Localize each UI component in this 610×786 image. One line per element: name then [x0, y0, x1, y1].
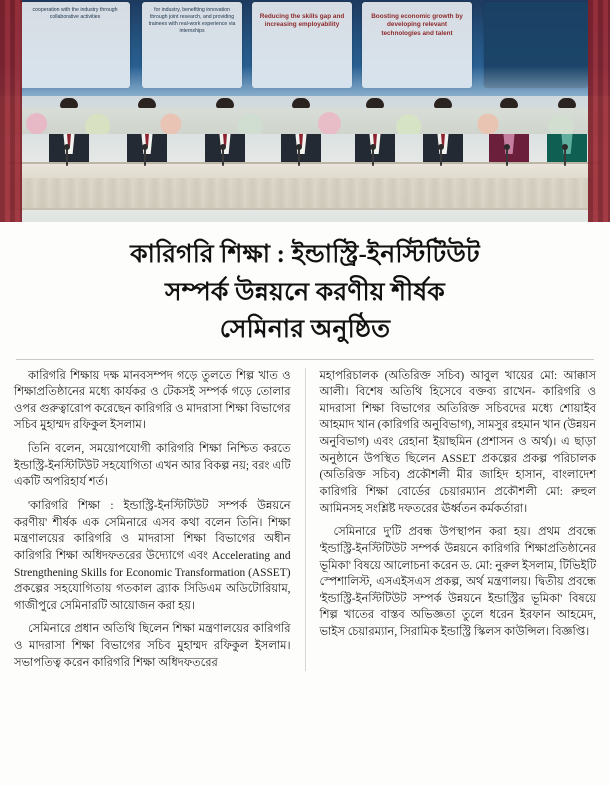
panelist-hair [216, 98, 234, 108]
headline-divider [16, 359, 594, 360]
microphone-icon [372, 148, 374, 166]
paragraph: 'কারিগরি শিক্ষা : ইন্ডাস্ট্রি-ইনস্টিটিউট সম্পর্ক উন্নয়নে করণীয়' শীর্ষক এক সেমিনারে এসব কথা বলেন তিনি। শিক্ষা মন্ত্রণালয়ের কারিগরি ও মাদরাসা শিক্ষা বিভাগের অধীন কারিগরি শিক্ষা অধিদফতরের উদ্যোগে এবং Accelerating and Strengthening Skills for Economic Transformation (ASSET) প্রকল্পের সহযোগিতায় গতকাল ব্র্যাক সিডিএম অডিটোরিয়াম, গাজীপুরে সেমিনারটি আয়োজন করা হয়। [14, 499, 291, 612]
panelist-hair [558, 98, 576, 108]
curtain-right [588, 0, 610, 222]
microphone-icon [564, 148, 566, 166]
backdrop-panel-2 [142, 2, 242, 88]
microphone-icon [440, 148, 442, 166]
microphone-icon [506, 148, 508, 166]
backdrop-panel-2-text: for industry, benefiting innovation through joint research, and providing trainees with real-work experience via internships [148, 7, 236, 35]
backdrop-panel-4 [362, 2, 472, 88]
column-divider [305, 368, 306, 672]
backdrop-panel-5 [484, 2, 588, 88]
panelist-hair [292, 98, 310, 108]
paragraph: মহাপরিচালক (অতিরিক্ত সচিব) আবুল খায়ের মো: আক্কাস আলী। বিশেষ অতিথি হিসেবে বক্তব্য রাখেন- কারিগরি ও মাদরাসা শিক্ষা বিভাগের অতিরিক্ত সচিবদের মধ্যে শোয়াইব আহমাদ খান (কারিগরি অনুবিভাগ), সামসুর রহমান খান (উন্নয়ন অনুবিভাগ) এবং রেহানা ইয়াছমিন (প্রশাসন ও অর্থ)। এ ছাড়া অনুষ্ঠানে উপস্থিত ছিলেন ASSET প্রকল্পের প্রকল্প পরিচালক (অতিরিক্ত সচিব) প্রকৌশলী মীর জাহিদ হাসান, বাংলাদেশ কারিগরি শিক্ষা বোর্ডের চেয়ারম্যান প্রকৌশলী মো: রুহুল আমিনসহ সংশ্লিষ্ট দফতরের ঊর্ধ্বতন কর্মকর্তারা। [319, 369, 597, 515]
panelist-hair [434, 98, 452, 108]
headline-line-1: কারিগরি শিক্ষা : ইন্ডাস্ট্রি-ইনস্টিটিউট [130, 241, 480, 268]
body-column-left [14, 368, 291, 672]
headline-line-2: সম্পর্ক উন্নয়নে করণীয় শীর্ষক [164, 278, 446, 306]
paragraph: সেমিনারে দু'টি প্রবন্ধ উপস্থাপন করা হয়। প্রথম প্রবন্ধে 'ইন্ডাস্ট্রি-ইনস্টিটিউট সম্পর্ক উন্নয়নে কারিগরি শিক্ষাপ্রতিষ্ঠানের ভূমিকা' বিষয়ে আলোচনা করেন ড. মো: নুরুল ইসলাম, টিভিইটি স্পেশালিস্ট, এসএইসএস প্রকল্প, অর্থ মন্ত্রণালয়। দ্বিতীয় প্রবন্ধে 'ইন্ডাস্ট্রি-ইনস্টিটিউট সম্পর্ক উন্নয়নে ইন্ডাস্ট্রির ভূমিকা' বিষয়ে শিল্প খাতের বাস্তব অভিজ্ঞতা তুলে ধরেন ইরফান আহমেদ, ভাইস চেয়ারম্যান, সিরামিক ইন্ডাস্ট্রি স্কিলস কাউন্সিল। বিজ্ঞপ্তি। [319, 526, 597, 639]
backdrop-panel-1-text: cooperation with the industry through collaborative activities [32, 7, 118, 21]
paragraph: সেমিনারে প্রধান অতিথি ছিলেন শিক্ষা মন্ত্রণালয়ের কারিগরি ও মাদরাসা শিক্ষা বিভাগের সচিব মুহাম্মদ রফিকুল ইসলাম। সভাপতিত্ব করেন কারিগরি শিক্ষা অধিদফতরের [14, 623, 291, 669]
backdrop-panel-3 [252, 2, 352, 88]
seminar-photo [0, 0, 610, 222]
microphone-icon [66, 148, 68, 166]
panelist-hair [366, 98, 384, 108]
body-column-right [319, 368, 596, 672]
paragraph: কারিগরি শিক্ষায় দক্ষ মানবসম্পদ গড়ে তুলতে শিল্প খাত ও শিক্ষাপ্রতিষ্ঠানের মধ্যে কার্যকর ও টেকসই সম্পর্ক গড়ে তোলার ওপর গুরুত্বারোপ করেছেন কারিগরি ও মাদরাসা শিক্ষা বিভাগের সচিব মুহাম্মদ রফিকুল ইসলাম। [14, 369, 291, 432]
microphone-icon [298, 148, 300, 166]
paragraph: তিনি বলেন, সময়োপযোগী কারিগরি শিক্ষা নিশ্চিত করতে ইন্ডাস্ট্রি-ইনস্টিটিউট সহযোগিতা এখন আর বিকল্প নয়; বরং এটি একটি অপরিহার্য শর্ত। [14, 443, 291, 489]
microphone-icon [144, 148, 146, 166]
panelist-hair [138, 98, 156, 108]
curtain-left [0, 0, 22, 222]
backdrop-panel-4-highlight: Boosting economic growth by developing relevant technologies and talent [371, 13, 463, 37]
flower-decoration [0, 108, 610, 134]
stage-backdrop [0, 0, 610, 96]
article-headline [22, 236, 588, 349]
backdrop-panel-1 [20, 2, 130, 88]
backdrop-panel-3-highlight: Reducing the skills gap and increasing employability [259, 13, 345, 29]
panelist-hair [500, 98, 518, 108]
microphone-icon [222, 148, 224, 166]
panelist-hair [60, 98, 78, 108]
panel-table-skirt [8, 178, 602, 208]
article-body [0, 368, 610, 682]
headline-line-3: সেমিনার অনুষ্ঠিত [219, 316, 391, 343]
